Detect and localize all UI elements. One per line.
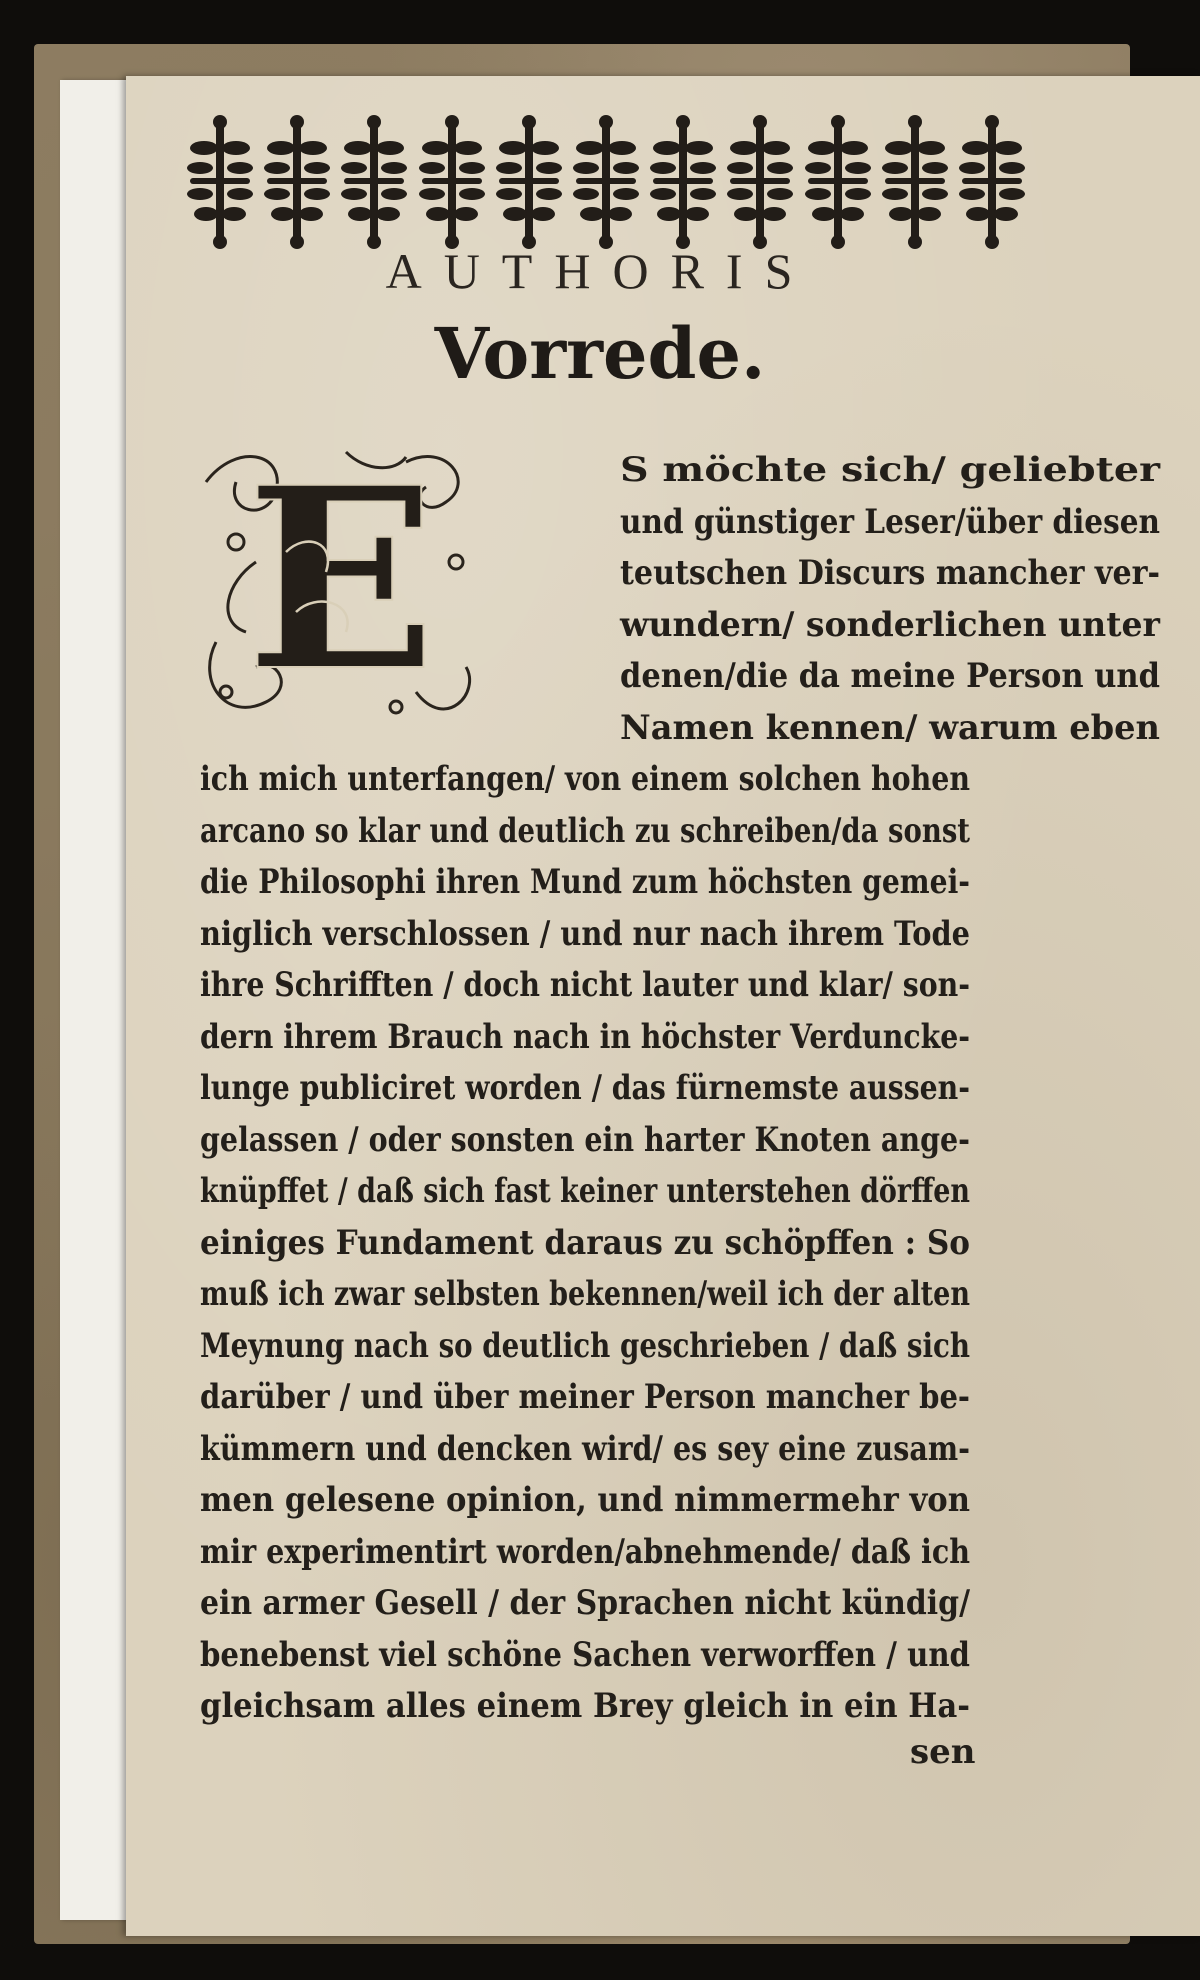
fleuron-ornament — [186, 110, 254, 250]
text-line — [200, 1268, 970, 1320]
initial-letter: E — [245, 442, 437, 726]
text-line-content: muß ich zwar selbsten bekennen/weil ich der alten — [200, 1274, 970, 1314]
text-line-content: denen/die da meine Person und — [620, 656, 1160, 696]
text-line — [200, 1371, 970, 1423]
text-line — [200, 1217, 970, 1269]
text-line-content: einiges Fundament daraus zu schöpffen : So — [200, 1222, 970, 1263]
text-line-content: teutschen Discurs mancher ver- — [620, 553, 1160, 593]
text-line-content: gelassen / oder sonsten ein harter Knoten ange- — [200, 1119, 970, 1160]
text-line-content: darüber / und über meiner Person mancher be- — [200, 1377, 970, 1417]
text-line — [620, 496, 1160, 548]
text-line — [620, 650, 1160, 702]
fleuron-ornament — [572, 110, 640, 250]
catchword: sen — [910, 1731, 976, 1772]
text-line — [200, 908, 970, 960]
text-line-content: ein armer Gesell / der Sprachen nicht kündig/ — [200, 1583, 970, 1623]
fleuron-ornament — [726, 110, 794, 250]
text-line — [200, 1320, 970, 1372]
text-line-content: Namen kennen/ warum eben — [620, 707, 1160, 748]
text-line-content: und günstiger Leser/über diesen — [620, 501, 1160, 542]
fleuron-ornament — [495, 110, 563, 250]
text-line-content: men gelesene opinion, und nimmermehr von — [200, 1480, 970, 1520]
fleuron-ornament — [418, 110, 486, 250]
fleuron-ornament — [804, 110, 872, 250]
text-line — [200, 1474, 970, 1526]
text-line-content: benebenst viel schöne Sachen verworffen / und — [200, 1634, 970, 1675]
text-line — [200, 1629, 970, 1681]
text-line — [620, 702, 1160, 754]
text-line-content: niglich verschlossen / und nur nach ihrem Tode — [200, 913, 970, 954]
text-line — [200, 959, 970, 1011]
fleuron-ornament — [263, 110, 331, 250]
text-line — [200, 1526, 970, 1578]
fleuron-ornament — [881, 110, 949, 250]
text-line — [200, 753, 970, 805]
text-line — [620, 547, 1160, 599]
text-line — [620, 599, 1160, 651]
text-line-content: knüpffet / daß sich fast keiner unterstehen dörffen — [200, 1171, 970, 1211]
fleuron-ornament — [649, 110, 717, 250]
text-line — [200, 1680, 970, 1732]
text-line — [200, 1577, 970, 1629]
text-line-content: arcano so klar und deutlich zu schreiben/da sonst — [200, 810, 970, 851]
text-line — [200, 1165, 970, 1217]
decorated-initial — [196, 442, 486, 732]
text-line-content: ihre Schrifften / doch nicht lauter und klar/ son- — [200, 965, 970, 1005]
page-title: AUTHORIS — [385, 243, 815, 299]
text-line-content: gleichsam alles einem Brey gleich in ein Ha- — [200, 1686, 970, 1726]
text-line-content: ich mich unterfangen/ von einem solchen hohen — [200, 759, 970, 799]
text-line-content: lunge publiciret worden / das fürnemste aussen- — [200, 1068, 970, 1108]
text-line-content: mir experimentirt worden/abnehmende/ daß ich — [200, 1531, 970, 1572]
text-line-content: S möchte sich/ geliebter — [620, 450, 1160, 490]
text-line-content: kümmern und dencken wird/ es sey eine zusam- — [200, 1428, 970, 1469]
page-subtitle: Vorrede. — [434, 312, 766, 395]
fleuron-ornament — [958, 110, 1026, 250]
text-line-content: dern ihrem Brauch nach in höchster Verduncke- — [200, 1016, 970, 1057]
text-line — [200, 805, 970, 857]
text-line-content: die Philosophi ihren Mund zum höchsten gemei- — [200, 862, 970, 902]
ornament-row — [186, 110, 1026, 250]
text-line — [200, 856, 970, 908]
text-line — [620, 444, 1160, 496]
text-line — [200, 1423, 970, 1475]
fleuron-ornament — [340, 110, 408, 250]
text-line — [200, 1011, 970, 1063]
text-line-content: Meynung nach so deutlich geschrieben / daß sich — [200, 1325, 970, 1366]
text-line-content: wundern/ sonderlichen unter — [620, 604, 1160, 645]
text-line — [200, 1114, 970, 1166]
text-line — [200, 1062, 970, 1114]
